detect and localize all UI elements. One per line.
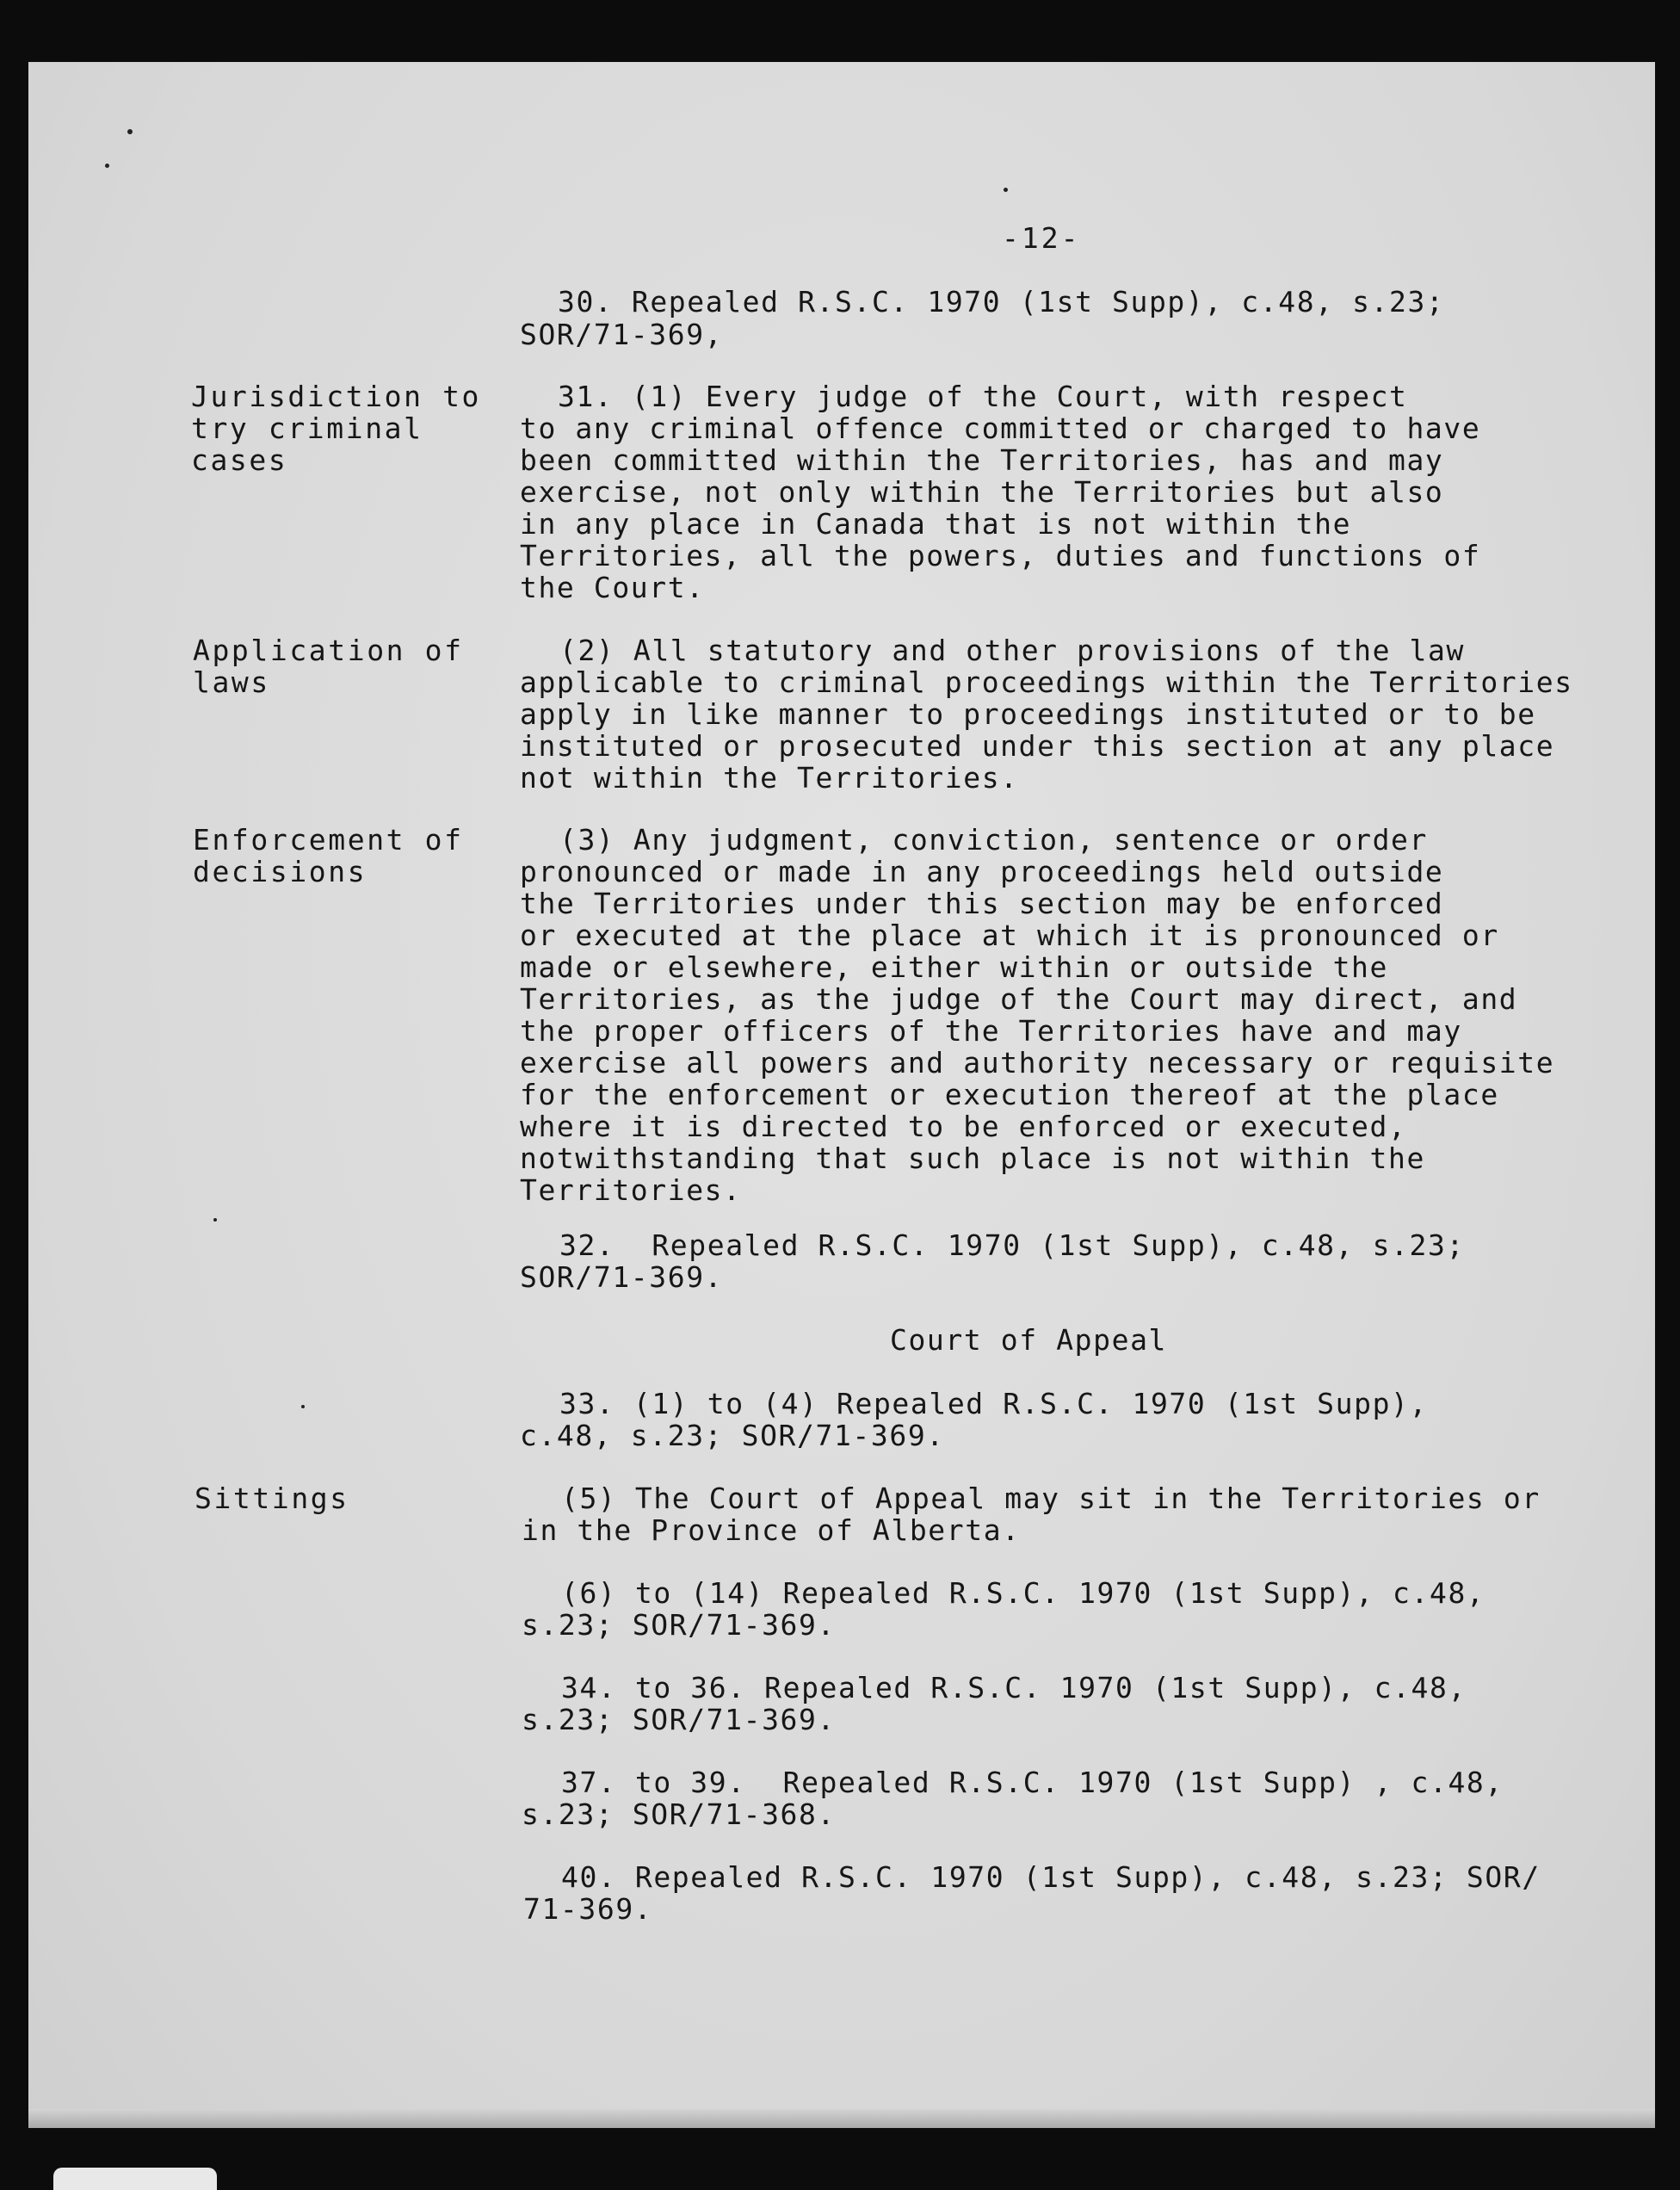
section-31-2-line-3: apply in like manner to proceedings instituted or to be — [520, 697, 1536, 731]
section-31-3-line-8: exercise all powers and authority necessary or requisite — [520, 1046, 1555, 1080]
section-31-1-line-4: exercise, not only within the Territories but also — [520, 475, 1444, 509]
margin-note-jurisdiction-line-2: try criminal — [191, 411, 423, 445]
scan-speck — [301, 1405, 305, 1408]
section-31-2-line-5: not within the Territories. — [520, 761, 1019, 795]
section-33-6-14-line-2: s.23; SOR/71-369. — [522, 1608, 836, 1642]
margin-note-jurisdiction-line-1: Jurisdiction to — [191, 380, 482, 413]
section-31-3-line-4: or executed at the place at which it is pronounced or — [520, 919, 1499, 952]
section-33-5-line-2: in the Province of Alberta. — [522, 1513, 1021, 1547]
section-33-1-4-line-2: c.48, s.23; SOR/71-369. — [520, 1419, 945, 1452]
section-31-3-line-7: the proper officers of the Territories have and may — [520, 1014, 1462, 1048]
section-33-6-14-line-1: (6) to (14) Repealed R.S.C. 1970 (1st Supp), c.48, — [561, 1576, 1485, 1610]
section-31-1-line-5: in any place in Canada that is not within the — [520, 507, 1352, 541]
scan-speck — [127, 129, 133, 134]
section-31-1-line-7: the Court. — [520, 571, 705, 604]
section-31-3-line-1: (3) Any judgment, conviction, sentence or order — [559, 823, 1428, 857]
margin-note-application-line-1: Application of — [193, 634, 464, 667]
section-30-line-1: 30. Repealed R.S.C. 1970 (1st Supp), c.48, s.23; — [558, 285, 1445, 319]
section-31-1-line-3: been committed within the Territories, has and may — [520, 443, 1444, 477]
section-31-1-line-1: 31. (1) Every judge of the Court, with respect — [558, 380, 1408, 413]
section-31-2-line-2: applicable to criminal proceedings within the Territories — [520, 665, 1573, 699]
margin-note-enforcement-line-2: decisions — [193, 855, 368, 888]
section-37-39-line-2: s.23; SOR/71-368. — [522, 1797, 836, 1831]
section-31-3-line-5: made or elsewhere, either within or outside the — [520, 950, 1388, 984]
page-bottom-edge — [28, 2109, 1655, 2128]
section-32-line-2: SOR/71-369. — [520, 1260, 724, 1294]
section-37-39-line-1: 37. to 39. Repealed R.S.C. 1970 (1st Supp) , c.48, — [561, 1766, 1504, 1799]
margin-note-jurisdiction-line-3: cases — [191, 443, 288, 477]
margin-note-application-line-2: laws — [193, 665, 270, 699]
section-30-line-2: SOR/71-369, — [520, 318, 724, 351]
section-31-3-line-11: notwithstanding that such place is not within the — [520, 1141, 1425, 1175]
margin-note-enforcement-line-1: Enforcement of — [193, 823, 464, 857]
scan-speck — [1004, 188, 1008, 192]
margin-note-sittings: Sittings — [195, 1482, 349, 1515]
section-31-3-line-2: pronounced or made in any proceedings held outside — [520, 855, 1444, 888]
section-40-line-2: 71-369. — [523, 1892, 653, 1926]
section-32-line-1: 32. Repealed R.S.C. 1970 (1st Supp), c.48, s.23; — [559, 1228, 1465, 1262]
section-31-3-line-3: the Territories under this section may be enforced — [520, 887, 1444, 920]
section-31-3-line-10: where it is directed to be enforced or executed, — [520, 1110, 1407, 1143]
court-of-appeal-heading: Court of Appeal — [890, 1323, 1168, 1357]
section-34-36-line-1: 34. to 36. Repealed R.S.C. 1970 (1st Supp), c.48, — [561, 1671, 1467, 1704]
page-number: -12- — [1002, 221, 1081, 255]
section-31-2-line-1: (2) All statutory and other provisions of the law — [559, 634, 1465, 667]
section-31-2-line-4: instituted or prosecuted under this section at any place — [520, 729, 1555, 763]
section-31-1-line-2: to any criminal offence committed or charged to have — [520, 411, 1481, 445]
section-31-3-line-9: for the enforcement or execution thereof at the place — [520, 1078, 1499, 1111]
section-31-1-line-6: Territories, all the powers, duties and functions of — [520, 539, 1481, 572]
section-34-36-line-2: s.23; SOR/71-369. — [522, 1703, 836, 1736]
section-31-3-line-6: Territories, as the judge of the Court may direct, and — [520, 982, 1518, 1016]
scan-speck — [105, 164, 109, 168]
section-33-5-line-1: (5) The Court of Appeal may sit in the Territories or — [561, 1482, 1541, 1515]
section-33-1-4-line-1: 33. (1) to (4) Repealed R.S.C. 1970 (1st Supp), — [559, 1387, 1428, 1420]
scan-speck — [213, 1218, 217, 1222]
section-31-3-line-12: Territories. — [520, 1173, 742, 1207]
section-40-line-1: 40. Repealed R.S.C. 1970 (1st Supp), c.48, s.23; SOR/ — [561, 1860, 1541, 1894]
scan-corner-tab — [53, 2168, 217, 2190]
